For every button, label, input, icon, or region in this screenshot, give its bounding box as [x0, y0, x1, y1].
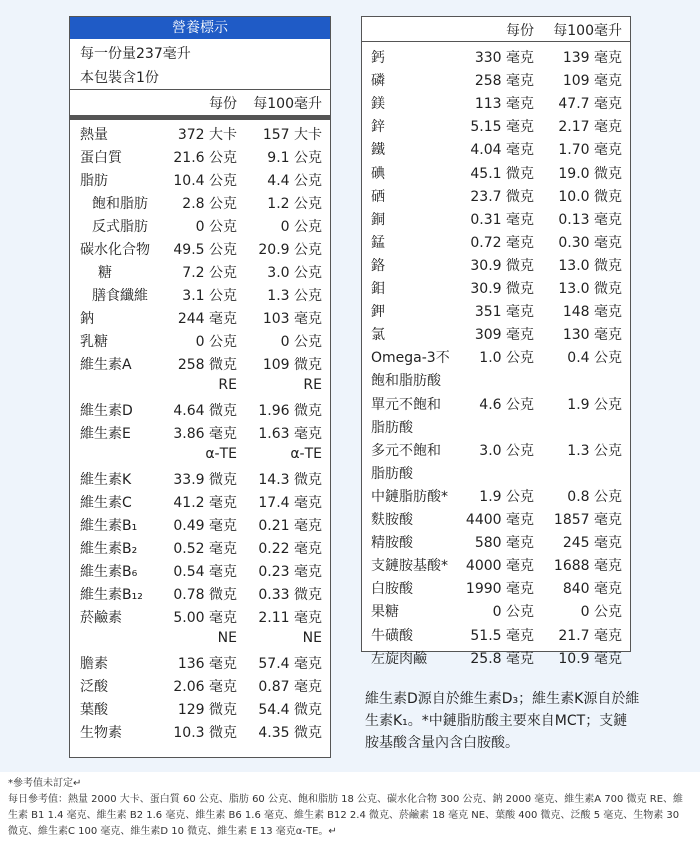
- per-100ml-value: 2.17 毫克: [558, 119, 622, 136]
- per-100ml-value: 0.21 毫克: [258, 518, 322, 534]
- table-row: [362, 253, 630, 276]
- per-100ml-value: 840 毫克: [562, 581, 622, 598]
- table-row: [362, 623, 630, 646]
- table-row: [362, 461, 630, 484]
- per-serving-value: 0.49 毫克: [173, 518, 237, 534]
- table-row: [362, 646, 630, 669]
- nutrient-name: 膽素: [80, 656, 108, 672]
- per-serving-value: 113 毫克: [474, 96, 534, 113]
- per-100ml-value: 1.3 公克: [267, 288, 322, 304]
- per-serving-value: 25.8 毫克: [470, 650, 534, 667]
- table-row: [362, 299, 630, 322]
- per-serving-value: 30.9 微克: [470, 257, 534, 274]
- nutrient-name: 脂肪酸: [371, 465, 413, 482]
- table-row: [362, 530, 630, 553]
- per-serving-value: 580 毫克: [474, 535, 534, 552]
- divider: [70, 89, 330, 90]
- nutrient-name: 氯: [371, 327, 385, 344]
- nutrient-name: 磷: [371, 73, 385, 90]
- per-serving-value: 129 微克: [177, 702, 237, 718]
- table-row: [70, 444, 330, 467]
- per-100ml-value: 4.4 公克: [267, 173, 322, 189]
- per-serving-value: 3.1 公克: [182, 288, 237, 304]
- per-100ml-value: 57.4 毫克: [258, 656, 322, 672]
- per-serving-value: 0.54 毫克: [173, 564, 237, 580]
- table-row: [70, 260, 330, 283]
- nutrient-name: 鉻: [371, 257, 385, 274]
- per-serving-value: 0 公克: [492, 604, 534, 621]
- per-100ml-value: 4.35 微克: [258, 725, 322, 741]
- per-100ml-value: 47.7 毫克: [558, 96, 622, 113]
- table-row: [70, 536, 330, 559]
- servings-per-package: 本包裝含1份: [80, 70, 159, 86]
- table-row: [362, 91, 630, 114]
- footnote-line-2: 每日參考值：熱量 2000 大卡、蛋白質 60 公克、脂肪 60 公克、飽和脂肪 18 公克、碳水化合物 300 公克、鈉 2000 毫克、維生素A 700 微克 RE、維生素 B1 1.4 毫克、維生素 B2 1.6 毫克、維生素 B6 1.6 毫克、維生素 B12 2.4 微克、菸鹼素 18 毫克 NE、葉酸 400 微克、泛酸 5 毫克、生物素 30 微克、維生素C 100 毫克、維生素D 10 微克、維生素 E 13 毫克α-TE。↵: [8, 794, 684, 837]
- per-100ml-value: 0.23 毫克: [258, 564, 322, 580]
- nutrient-name: 維生素B₁₂: [80, 587, 143, 603]
- per-serving-value: 244 毫克: [177, 311, 237, 327]
- per-100ml-value: NE: [302, 630, 322, 646]
- nutrient-name: 果糖: [371, 604, 399, 621]
- nutrient-name: 泛酸: [80, 679, 108, 695]
- per-100ml-value: 13.0 微克: [558, 281, 622, 297]
- col-header-per-serving: 每份: [209, 96, 237, 112]
- table-row: [70, 191, 330, 214]
- table-row: [362, 68, 630, 91]
- table-row: [70, 513, 330, 536]
- per-100ml-value: 0.8 公克: [567, 488, 622, 505]
- table-row: [70, 168, 330, 191]
- per-serving-value: 0 公克: [195, 219, 237, 235]
- nutrient-name: 銅: [371, 211, 385, 228]
- per-serving-value: 33.9 微克: [173, 472, 237, 488]
- nutrient-name: Omega-3不: [371, 350, 450, 367]
- nutrient-name: 鉬: [371, 281, 385, 297]
- per-100ml-value: 10.0 微克: [558, 188, 622, 205]
- nutrient-name: 牛磺酸: [371, 627, 413, 644]
- table-row: [70, 306, 330, 329]
- per-100ml-value: 20.9 公克: [258, 242, 322, 258]
- table-row: [362, 207, 630, 230]
- per-100ml-value: 157 大卡: [262, 127, 322, 143]
- per-100ml-value: 0 公克: [280, 219, 322, 235]
- per-serving-value: 258 毫克: [474, 73, 534, 90]
- per-100ml-value: 0 公克: [580, 604, 622, 621]
- per-serving-value: 258 微克: [177, 357, 237, 373]
- table-row: [362, 276, 630, 299]
- reference-footnote: [0, 772, 700, 856]
- table-row: [362, 576, 630, 599]
- footnote-line-1: *參考值未訂定↵: [8, 778, 82, 789]
- per-serving-value: 51.5 毫克: [470, 627, 534, 644]
- nutrient-name: 中鏈脂肪酸*: [371, 488, 448, 505]
- per-serving-value: 0.78 微克: [173, 587, 237, 603]
- per-100ml-value: 1.2 公克: [267, 196, 322, 212]
- table-row: [362, 45, 630, 68]
- per-100ml-value: 0.87 毫克: [258, 679, 322, 695]
- nutrient-name: 維生素E: [80, 426, 131, 442]
- table-row: [362, 345, 630, 368]
- table-row: [70, 329, 330, 352]
- per-serving-value: 45.1 微克: [470, 165, 534, 182]
- table-row: [70, 697, 330, 720]
- col-header-per-serving: 每份: [506, 23, 534, 39]
- nutrient-name: 鐵: [371, 142, 385, 159]
- per-100ml-value: 9.1 公克: [267, 150, 322, 166]
- table-title: 營養標示: [70, 17, 330, 39]
- col-header-per-100ml: 每100毫升: [253, 96, 322, 112]
- table-row: [70, 582, 330, 605]
- per-100ml-value: 148 毫克: [562, 304, 622, 321]
- table-row: [70, 490, 330, 513]
- per-serving-value: 10.4 公克: [173, 173, 237, 189]
- per-100ml-value: RE: [303, 377, 322, 393]
- nutrient-name: 硒: [371, 188, 385, 205]
- per-serving-value: 49.5 公克: [173, 242, 237, 258]
- nutrient-name: 脂肪酸: [371, 419, 413, 436]
- per-serving-value: 136 毫克: [177, 656, 237, 672]
- nutrient-name: 維生素B₆: [80, 564, 138, 580]
- table-row: [362, 438, 630, 461]
- table-row: [70, 214, 330, 237]
- serving-size: 每一份量237毫升: [80, 46, 191, 62]
- per-serving-value: 2.8 公克: [182, 196, 237, 212]
- nutrition-table-left: [69, 16, 331, 758]
- per-serving-value: 4.04 毫克: [470, 142, 534, 159]
- nutrient-name: 維生素B₂: [80, 541, 138, 557]
- nutrient-name: 多元不飽和: [371, 442, 441, 459]
- per-serving-value: 0 公克: [195, 334, 237, 350]
- per-serving-value: 372 大卡: [177, 127, 237, 143]
- per-serving-value: 21.6 公克: [173, 150, 237, 166]
- nutrient-name: 鉀: [371, 304, 385, 321]
- nutrient-name: 維生素D: [80, 403, 133, 419]
- table-row: [362, 114, 630, 137]
- nutrition-table-right: [361, 16, 631, 667]
- per-serving-value: 1990 毫克: [465, 581, 534, 598]
- table-row: [70, 421, 330, 444]
- table-row: [70, 720, 330, 743]
- table-row: [70, 559, 330, 582]
- per-100ml-value: 0.33 微克: [258, 587, 322, 603]
- per-serving-value: 3.0 公克: [479, 442, 534, 459]
- nutrient-name: 維生素C: [80, 495, 132, 511]
- nutrient-name: 鋅: [371, 119, 385, 136]
- per-serving-value: 1.0 公克: [479, 350, 534, 367]
- per-100ml-value: 1688 毫克: [553, 558, 622, 575]
- table-row: [362, 184, 630, 207]
- nutrient-name: 支鏈胺基酸*: [371, 558, 448, 575]
- table-row: [70, 122, 330, 145]
- nutrient-name: 膳食纖維: [92, 288, 148, 304]
- per-serving-value: 0.31 毫克: [470, 211, 534, 228]
- table-row: [70, 352, 330, 375]
- nutrient-name: 熱量: [80, 127, 108, 143]
- per-serving-value: 0.52 毫克: [173, 541, 237, 557]
- per-serving-value: 30.9 微克: [470, 281, 534, 297]
- nutrient-name: 反式脂肪: [92, 219, 148, 235]
- nutrient-name: 錳: [371, 234, 385, 251]
- nutrient-name: 左旋肉鹼: [371, 650, 427, 667]
- per-serving-value: 23.7 微克: [470, 188, 534, 205]
- nutrient-name: 白胺酸: [371, 581, 413, 598]
- per-100ml-value: 0 公克: [280, 334, 322, 350]
- per-100ml-value: 1.96 微克: [258, 403, 322, 419]
- table-row: [362, 322, 630, 345]
- table-row: [70, 651, 330, 674]
- per-100ml-value: 14.3 微克: [258, 472, 322, 488]
- per-100ml-value: 109 毫克: [562, 73, 622, 90]
- per-serving-value: 41.2 毫克: [173, 495, 237, 511]
- per-100ml-value: 17.4 毫克: [258, 495, 322, 511]
- table-row: [70, 398, 330, 421]
- per-serving-value: 5.00 毫克: [173, 610, 237, 626]
- table-row: [362, 368, 630, 391]
- table-row: [70, 467, 330, 490]
- table-row: [362, 161, 630, 184]
- per-serving-value: 309 毫克: [474, 327, 534, 344]
- nutrient-name: 飽和脂肪酸: [371, 373, 441, 390]
- per-100ml-value: 0.22 毫克: [258, 541, 322, 557]
- per-100ml-value: 109 微克: [262, 357, 322, 373]
- table-row: [70, 145, 330, 168]
- per-100ml-value: 13.0 微克: [558, 257, 622, 274]
- table-row: [362, 392, 630, 415]
- per-serving-value: 10.3 微克: [173, 725, 237, 741]
- divider-thick: [70, 115, 330, 120]
- per-100ml-value: 1.3 公克: [567, 442, 622, 459]
- table-row: [362, 484, 630, 507]
- nutrient-name: 碘: [371, 165, 385, 182]
- nutrient-name: 鈣: [371, 50, 385, 66]
- table-row: [70, 674, 330, 697]
- nutrient-name: 生物素: [80, 725, 122, 741]
- nutrient-name: 維生素K: [80, 472, 132, 488]
- per-serving-value: 330 毫克: [474, 50, 534, 66]
- per-100ml-value: 10.9 毫克: [558, 650, 622, 667]
- nutrient-name: 精胺酸: [371, 535, 413, 552]
- table-row: [362, 599, 630, 622]
- per-serving-value: RE: [218, 377, 237, 393]
- per-serving-value: 4000 毫克: [465, 558, 534, 575]
- per-100ml-value: 21.7 毫克: [558, 627, 622, 644]
- nutrient-name: 鎂: [371, 96, 385, 113]
- nutrient-name: 乳糖: [80, 334, 108, 350]
- per-100ml-value: 1.63 毫克: [258, 426, 322, 442]
- table-row: [70, 628, 330, 651]
- per-serving-value: NE: [217, 630, 237, 646]
- per-100ml-value: 139 毫克: [562, 50, 622, 66]
- per-100ml-value: 0.30 毫克: [558, 234, 622, 251]
- per-100ml-value: 54.4 微克: [258, 702, 322, 718]
- per-100ml-value: 2.11 毫克: [258, 610, 322, 626]
- table-row: [70, 375, 330, 398]
- nutrient-name: 糖: [98, 265, 112, 281]
- per-100ml-value: 0.13 毫克: [558, 211, 622, 228]
- nutrient-name: 脂肪: [80, 173, 108, 189]
- table-row: [70, 605, 330, 628]
- per-serving-value: 351 毫克: [474, 304, 534, 321]
- col-header-per-100ml: 每100毫升: [553, 23, 622, 39]
- nutrient-name: 葉酸: [80, 702, 108, 718]
- per-100ml-value: 19.0 微克: [558, 165, 622, 182]
- table-row: [362, 507, 630, 530]
- table-row: [70, 283, 330, 306]
- per-serving-value: 5.15 毫克: [470, 119, 534, 136]
- per-100ml-value: 130 毫克: [562, 327, 622, 344]
- per-serving-value: 2.06 毫克: [173, 679, 237, 695]
- per-serving-value: 0.72 毫克: [470, 234, 534, 251]
- nutrient-name: 維生素B₁: [80, 518, 138, 534]
- nutrient-name: 單元不飽和: [371, 396, 441, 413]
- nutrient-name: 菸鹼素: [80, 610, 122, 626]
- nutrient-name: 鈉: [80, 311, 94, 327]
- table-row: [362, 553, 630, 576]
- nutrient-name: 飽和脂肪: [92, 196, 148, 212]
- per-serving-value: 7.2 公克: [182, 265, 237, 281]
- nutrient-name: 維生素A: [80, 357, 132, 373]
- table-row: [362, 415, 630, 438]
- per-serving-value: 4.64 微克: [173, 403, 237, 419]
- divider: [362, 41, 630, 42]
- per-100ml-value: 3.0 公克: [267, 265, 322, 281]
- per-serving-value: 4.6 公克: [479, 396, 534, 413]
- table-row: [362, 137, 630, 160]
- table-row: [70, 237, 330, 260]
- per-100ml-value: 0.4 公克: [567, 350, 622, 367]
- per-serving-value: α-TE: [205, 446, 237, 462]
- per-100ml-value: 1.70 毫克: [558, 142, 622, 159]
- per-100ml-value: α-TE: [290, 446, 322, 462]
- per-100ml-value: 245 毫克: [562, 535, 622, 552]
- nutrient-name: 碳水化合物: [80, 242, 150, 258]
- per-serving-value: 4400 毫克: [465, 512, 534, 528]
- table-row: [362, 230, 630, 253]
- nutrient-name: 麩胺酸: [371, 512, 413, 528]
- per-100ml-value: 1.9 公克: [567, 396, 622, 413]
- per-100ml-value: 1857 毫克: [553, 512, 622, 528]
- per-100ml-value: 103 毫克: [262, 311, 322, 327]
- footnote-note: 維生素D源自於維生素D₃；維生素K源自於維生素K₁。*中鏈脂肪酸主要來自MCT；支鏈胺基酸含量內含白胺酸。: [365, 691, 640, 751]
- per-serving-value: 1.9 公克: [479, 488, 534, 505]
- nutrient-name: 蛋白質: [80, 150, 122, 166]
- per-serving-value: 3.86 毫克: [173, 426, 237, 442]
